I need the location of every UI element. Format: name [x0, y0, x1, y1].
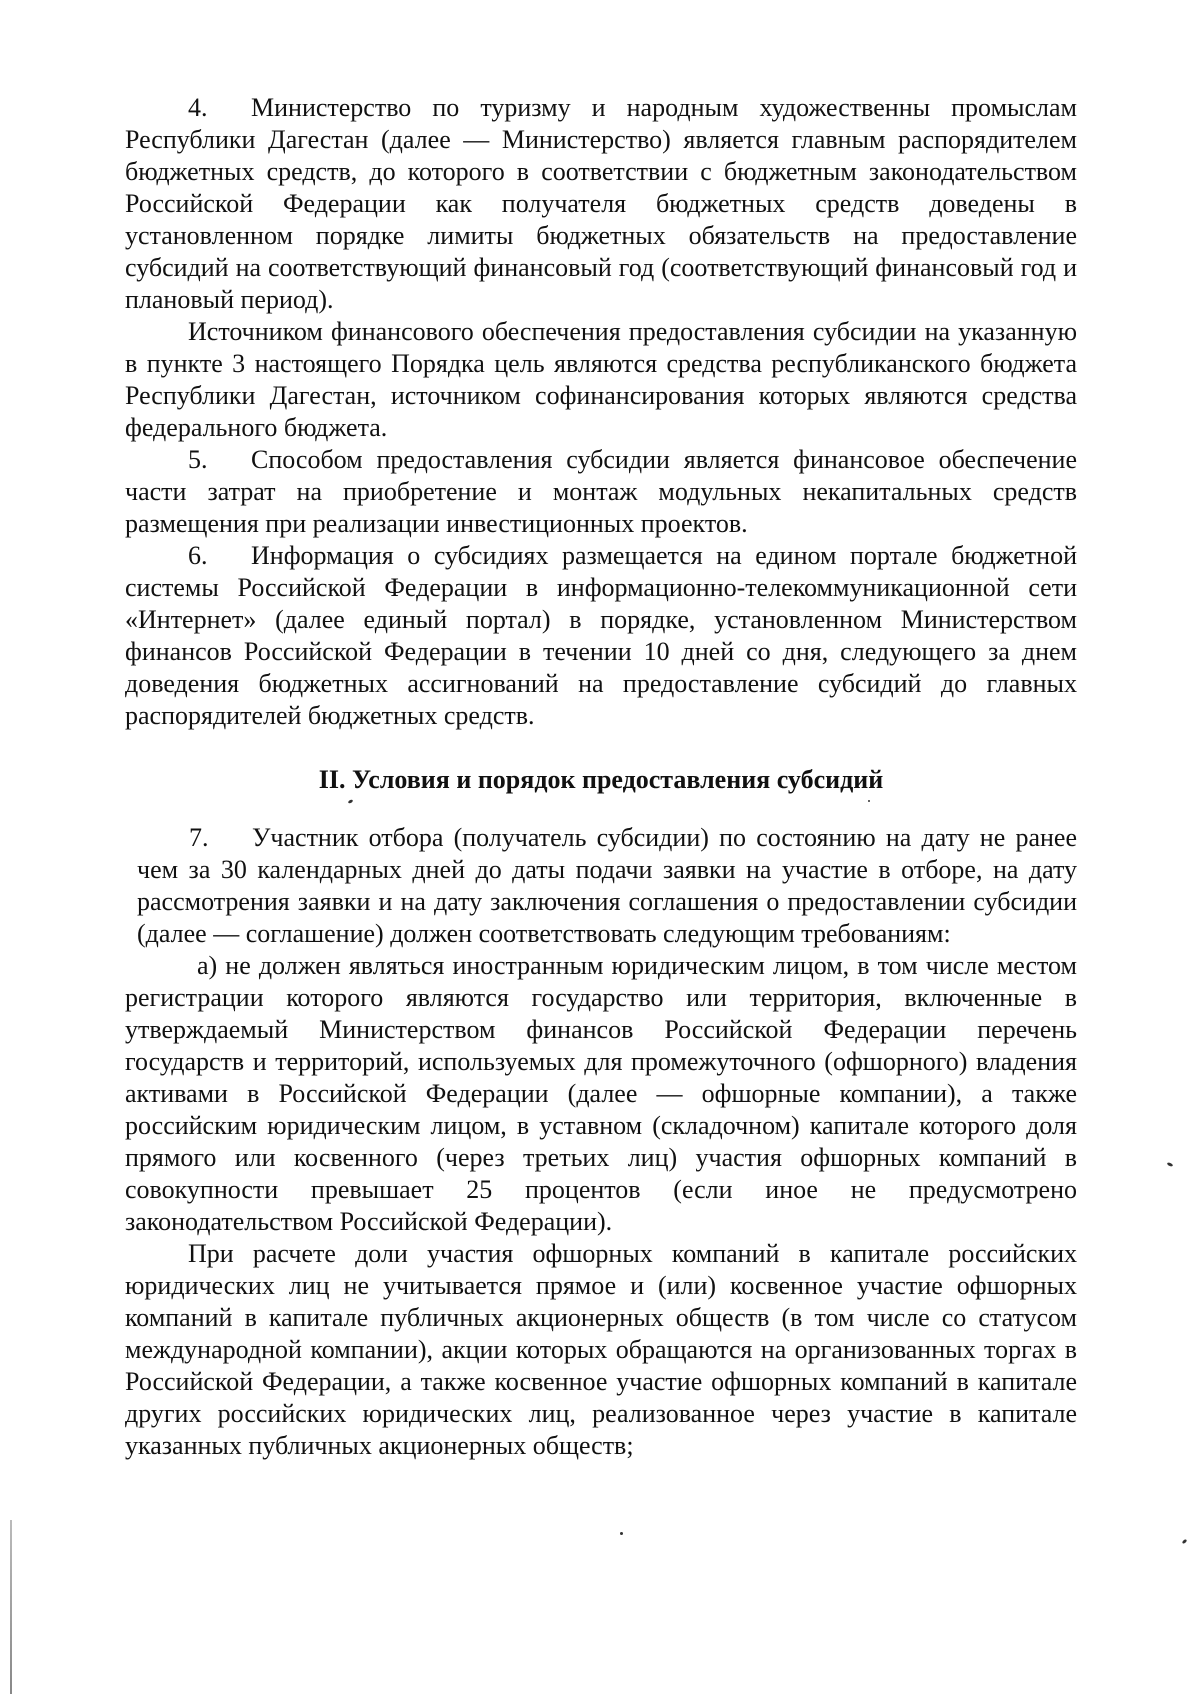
paragraph-7a: а) не должен являться иностранным юридическим лицом, в том числе местом регистрации которого являются государство или территория, включенные в утверждаемый Министерством финансов Российской Федерации перечень государств и территорий, используемых для промежуточного (офшорного) владения активами в Российской Федерации (далее — офшорные компании), а также российским юридическим лицом, в уставном (складочном) капитале которого доля прямого или косвенного (через третьих лиц) участия офшорных компаний в совокупности превышает 25 процентов (если иное не предусмотрено законодательством Российской Федерации).: [125, 951, 1077, 1236]
paragraph-4: [125, 92, 1077, 316]
paragraph-text: Участник отбора (получатель субсидии) по состоянию на дату не ранее чем за 30 календарных дней до даты подачи заявки на участие в отборе, на дату рассмотрения заявки и на дату заключения соглашения о предоставлении субсидии (далее — соглашение) должен соответствовать следующим требованиям:: [137, 823, 1077, 948]
paragraph-text: Информация о субсидиях размещается на едином портале бюджетной системы Российской Федерации в информационно-телекоммуникационной сети «Интернет» (далее единый портал) в порядке, установленном Министерством финансов Российской Федерации в течении 10 дней со дня, следующего за днем доведения бюджетных ассигнований на предоставление субсидий до главных распорядителей бюджетных средств.: [125, 541, 1077, 730]
scan-speck: [348, 799, 354, 804]
paragraph-number: 5.: [188, 445, 208, 474]
text-block-top: [125, 92, 1077, 732]
paragraph-text: Министерство по туризму и народным художественны промыслам Республики Дагестан (далее — Министерство) является главным распорядителем бюджетных средств, до которого в соответствии с бюджетным законодательством Российской Федерации как получателя бюджетных средств доведены в установленном порядке лимиты бюджетных обязательств на предоставление субсидий на соответствующий финансовый год (соответствующий финансовый год и плановый период).: [125, 93, 1077, 314]
paragraph-number: 6.: [188, 541, 208, 570]
scan-edge-line: [10, 1520, 12, 1694]
paragraph-7a-offshore-note: При расчете доли участия офшорных компаний в капитале российских юридических лиц не учитывается прямое и (или) косвенное участие офшорных компаний в капитале публичных акционерных обществ (в том числе со статусом международной компании), акции которых обращаются на организованных торгах в Российской Федерации, а также косвенное участие офшорных компаний в капитале других российских юридических лиц, реализованное через участие в капитале указанных публичных акционерных обществ;: [125, 1239, 1077, 1460]
paragraph-number: 4.: [188, 93, 208, 122]
paragraph-4-funding-source: Источником финансового обеспечения предоставления субсидии на указанную в пункте 3 настоящего Порядка цель являются средства республиканского бюджета Республики Дагестан, источником софинансирования которых являются средства федерального бюджета.: [125, 317, 1077, 442]
text-block-bottom: [125, 822, 1077, 1462]
scan-speck: [1182, 1539, 1188, 1545]
scan-speck: [868, 800, 870, 802]
scan-speck: [620, 1532, 623, 1535]
section-heading: II. Условия и порядок предоставления субсидий: [318, 765, 884, 794]
scan-speck: [1167, 1162, 1174, 1167]
paragraph-number: 7.: [189, 823, 209, 852]
paragraph-5: [125, 444, 1077, 540]
paragraph-6: [125, 540, 1077, 732]
paragraph-text: Способом предоставления субсидии является финансовое обеспечение части затрат на приобретение и монтаж модульных некапитальных средств размещения при реализации инвестиционных проектов.: [125, 445, 1077, 538]
paragraph-7: [137, 822, 1077, 950]
